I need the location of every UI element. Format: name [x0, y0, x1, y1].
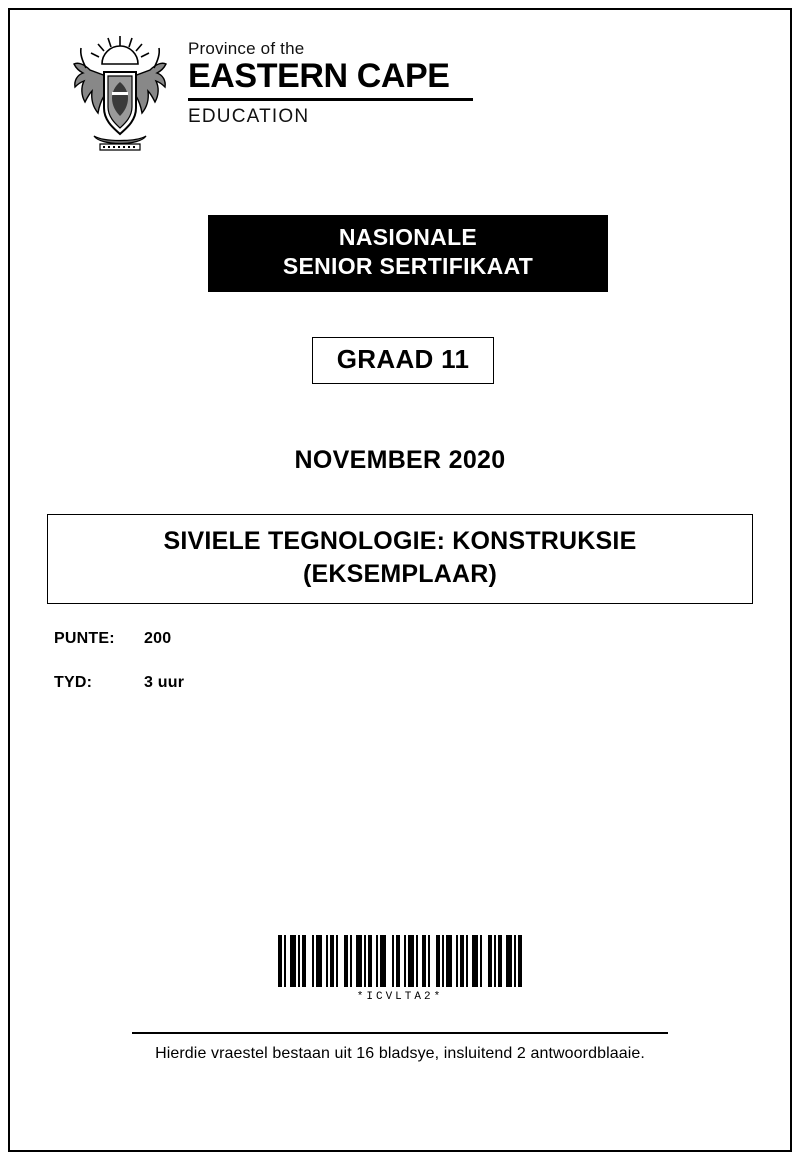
eastern-cape-coat-of-arms-icon	[60, 30, 180, 158]
page-footer	[132, 1032, 668, 1063]
subject-line-1: SIVIELE TEGNOLOGIE: KONSTRUKSIE	[163, 527, 637, 555]
logo-line-eastern-cape: EASTERN CAPE	[188, 56, 450, 95]
exam-date: NOVEMBER 2020	[294, 446, 506, 474]
banner-line-national: NASIONALE	[338, 224, 478, 250]
banner-line-senior-certificate: SENIOR SERTIFIKAAT	[282, 253, 534, 280]
time-label: TYD:	[54, 674, 93, 691]
marks-label: PUNTE:	[54, 630, 115, 647]
certificate-banner	[208, 215, 608, 292]
barcode-image	[278, 935, 522, 987]
barcode-text: *ICVLTA2*	[356, 991, 444, 1003]
page-content	[22, 22, 778, 1138]
footer-divider	[132, 1032, 668, 1034]
footer-note: Hierdie vraestel bestaan uit 16 bladsye, insluitend 2 antwoordblaaie.	[155, 1044, 645, 1062]
marks-row	[54, 630, 184, 648]
logo-line-education: EDUCATION	[188, 105, 310, 127]
department-logo	[60, 30, 480, 160]
exam-meta	[54, 630, 184, 718]
subject-box	[47, 514, 753, 604]
logo-line-province: Province of the	[188, 39, 305, 58]
logo-wordmark	[188, 40, 478, 128]
marks-value: 200	[144, 630, 172, 647]
grade-box: GRAAD 11	[312, 337, 494, 384]
subject-line-2: (EKSEMPLAAR)	[302, 560, 498, 588]
logo-underline	[188, 98, 473, 101]
time-row	[54, 674, 184, 692]
time-value: 3 uur	[144, 674, 185, 691]
barcode-area	[22, 922, 778, 1003]
